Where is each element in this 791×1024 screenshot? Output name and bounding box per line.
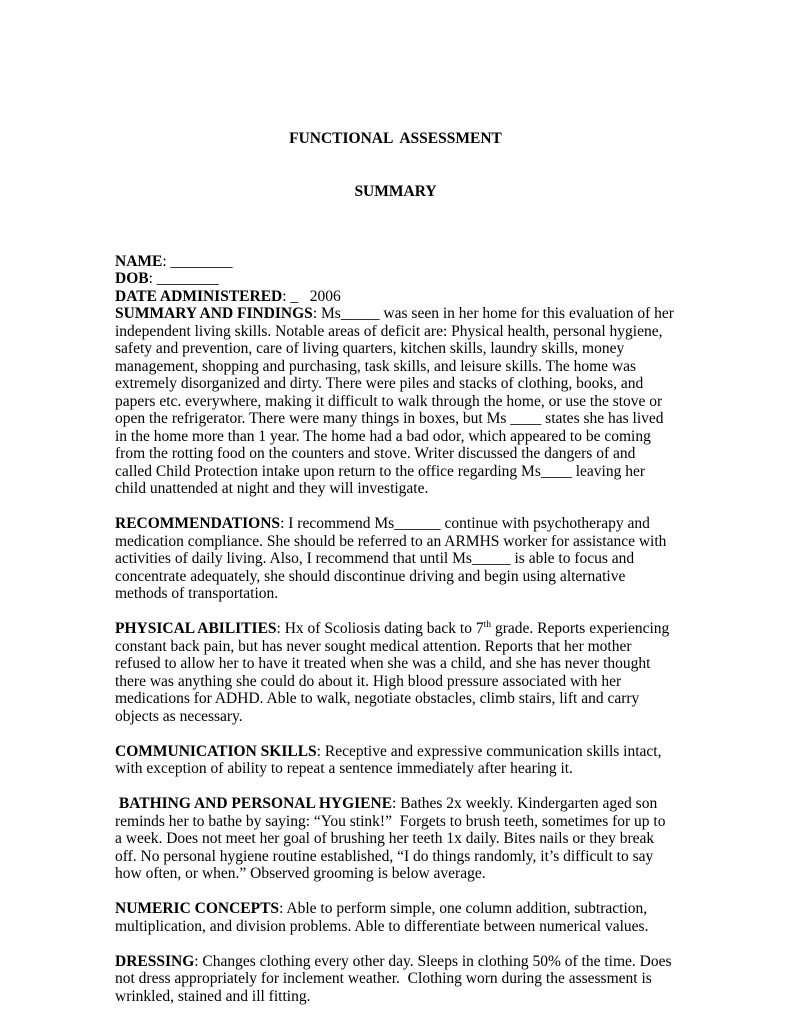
section-bathing-and-personal-hygiene: [115, 795, 676, 883]
document-content: [115, 95, 676, 1005]
section-dressing: [115, 953, 676, 1006]
field-dob-value: : ________: [148, 270, 219, 287]
section-recommendations-label: RECOMMENDATIONS: [115, 515, 281, 532]
section-physical-abilities-body-post: grade. Reports experiencing constant back pain, but has never sought medical attention. Reports that her mother refused to allow her to have it treated when she was a child, and she has never thought there was anything she could do about it. High blood pressure associated with her medications for ADHD. Able to walk, negotiate obstacles, climb stairs, lift and carry objects as necessary.: [115, 620, 674, 725]
section-dressing-label: DRESSING: [115, 952, 195, 970]
field-name-value: : ________: [162, 252, 233, 270]
field-date-administered-value: : _ 2006: [282, 287, 341, 305]
title-line-2: SUMMARY: [354, 182, 437, 200]
field-name-label: NAME: [115, 252, 163, 270]
section-recommendations: [115, 515, 676, 603]
section-summary-and-findings: [115, 305, 676, 498]
section-dressing-body: : Changes clothing every other day. Sleeps in clothing 50% of the time. Does not dress appropriately for inclement weather. Clothing worn during the assessment is wrinkled, stained and ill fitting.: [115, 952, 676, 1005]
section-numeric-concepts-body: : Able to perform simple, one column addition, subtraction, multiplication, and division problems. Able to differentiate between numerical values.: [115, 900, 651, 935]
ordinal-superscript: th: [483, 618, 492, 630]
section-physical-abilities-body-pre: : Hx of Scoliosis dating back to 7: [276, 620, 484, 637]
section-numeric-concepts: [115, 900, 676, 935]
section-summary-and-findings-body: : Ms_____ was seen in her home for this evaluation of her independent living skills. Notable areas of deficit are: Physical health, personal hygiene, safety and prevention, care of living quarters, kitchen skills, laundry skills, money management, shopping and purchasing, task skills, and leisure skills. The home was extremely disorganized and dirty. There were piles and stacks of clothing, books, and papers etc. everywhere, making it difficult to walk through the home, or use the stove or open the refrigerator. There were many things in boxes, but Ms ____ states she has lived in the home more than 1 year. The home had a bad odor, which appeared to be coming from the rotting food on the counters and stove. Writer discussed the dangers of and called Child Protection intake upon return to the office regarding Ms____ leaving her child unattended at night and they will investigate.: [115, 305, 678, 497]
document-title: [115, 95, 676, 235]
section-bathing-and-personal-hygiene-body: : Bathes 2x weekly. Kindergarten aged son reminds her to bathe by saying: “You stink!” Forgets to brush teeth, sometimes for up to a week. Does not meet her goal of brushing her teeth 1x daily. Bites nails or they break off. No personal hygiene routine established, “I do things randomly, it’s difficult to say how often, or when.” Observed grooming is below average.: [115, 795, 670, 882]
section-bathing-and-personal-hygiene-label: BATHING AND PERSONAL HYGIENE: [115, 795, 393, 812]
section-communication-skills-label: COMMUNICATION SKILLS: [115, 742, 317, 760]
field-dob: [115, 270, 676, 288]
field-date-administered-label: DATE ADMINISTERED: [115, 287, 283, 305]
field-date-administered: [115, 288, 676, 306]
section-communication-skills: [115, 743, 676, 778]
section-physical-abilities-label: PHYSICAL ABILITIES: [115, 620, 277, 637]
section-physical-abilities: [115, 620, 676, 725]
field-name: [115, 253, 676, 271]
section-summary-and-findings-label: SUMMARY AND FINDINGS: [115, 305, 313, 322]
title-line-1: FUNCTIONAL ASSESSMENT: [289, 130, 502, 147]
field-dob-label: DOB: [115, 270, 149, 287]
section-numeric-concepts-label: NUMERIC CONCEPTS: [115, 900, 280, 917]
section-recommendations-body: : I recommend Ms______ continue with psychotherapy and medication compliance. She should be referred to an ARMHS worker for assistance with activities of daily living. Also, I recommend that until Ms_____ is able to focus and concentrate adequately, she should discontinue driving and begin using alternative methods of transportation.: [115, 515, 671, 602]
section-communication-skills-body: : Receptive and expressive communication skills intact, with exception of ability to repeat a sentence immediately after hearing it.: [115, 742, 666, 777]
